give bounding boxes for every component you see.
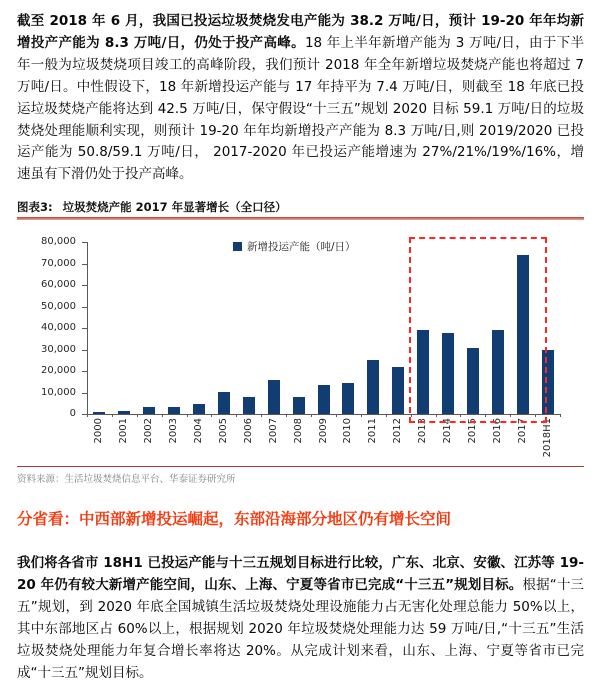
x-axis-label: 2001 — [118, 418, 130, 444]
x-axis-tick — [560, 414, 561, 417]
x-axis-label: 2004 — [193, 418, 205, 444]
y-axis-label: 80,000 — [41, 236, 76, 247]
x-axis-tick — [211, 414, 212, 417]
x-axis-tick — [386, 414, 387, 417]
bar — [342, 383, 354, 414]
figure-header — [17, 199, 584, 215]
y-axis-tick — [82, 264, 88, 265]
y-axis-label: 60,000 — [41, 279, 76, 290]
x-axis-tick — [162, 414, 163, 417]
y-axis-label: 40,000 — [41, 322, 76, 333]
bar — [268, 380, 280, 414]
x-axis-label: 2012 — [392, 418, 404, 444]
figure-title: 垃圾焚烧产能 2017 年显著增长（全口径） — [62, 200, 287, 214]
figure-label: 图表3: — [17, 200, 53, 214]
y-axis-tick — [82, 285, 88, 286]
bar — [168, 407, 180, 414]
x-axis-tick — [137, 414, 138, 417]
chart-legend — [233, 239, 356, 254]
source-rule — [17, 466, 584, 467]
y-axis-tick — [82, 371, 88, 372]
legend-swatch-icon — [233, 242, 242, 251]
bar — [293, 397, 305, 414]
x-axis-label: 2018H1 — [541, 418, 553, 458]
x-axis-tick — [361, 414, 362, 417]
y-axis-tick — [82, 307, 88, 308]
x-axis-label: 2006 — [242, 418, 254, 444]
bar — [118, 411, 130, 414]
y-axis-tick — [82, 242, 88, 243]
x-axis-label: 2010 — [342, 418, 354, 444]
x-axis-label: 2008 — [292, 418, 304, 444]
paragraph-1-text: 18 年上半年新增产能为 3 万吨/日，由于下半年一般为垃圾焚烧项目竣工的高峰阶段，我们预计 2018 年全年新增垃圾焚烧产能也将超过 7 万吨/日。中性假设下，18 年新增投运产能与 17 年持平为 7.4 万吨/日，则截至 18 年底已投运垃圾焚烧产能将达到 42.5 万吨/日，保守假设“十三五”规划 2020 目标 59.1 万吨/日的垃圾焚烧处理能顺利实现，则预计 19-20 年年均新增投产产能为 8.3 万吨/日,则 2019/2020 已投运产能为 50.8/59.1 万吨/日， 2017-2020 年已投运产能增速为 27%/21%/19%/16%，增速虽有下滑仍处于投产高峰。 — [17, 34, 584, 183]
x-axis-tick — [311, 414, 312, 417]
x-axis-tick — [261, 414, 262, 417]
x-axis-label: 2003 — [168, 418, 180, 444]
bar — [318, 385, 330, 414]
x-axis-label: 2009 — [317, 418, 329, 444]
x-axis-label: 2005 — [217, 418, 229, 444]
y-axis-label: 50,000 — [41, 300, 76, 312]
x-axis-label: 2007 — [267, 418, 279, 444]
x-axis-tick — [87, 414, 88, 417]
x-axis-label: 2011 — [367, 418, 379, 444]
x-axis-label: 2016 — [491, 418, 503, 444]
bar — [93, 412, 105, 414]
x-axis-tick — [112, 414, 113, 417]
x-axis-tick — [336, 414, 337, 417]
paragraph-1-bold-lead: 截至 2018 年 6 月，我国已投运垃圾焚烧发电产能为 38.2 万吨/日，预计 19-20 年年均新增投产产能为 8.3 万吨/日，仍处于投产高峰。 — [17, 13, 584, 51]
x-axis-tick — [286, 414, 287, 417]
bar — [218, 392, 230, 414]
y-axis-label: 30,000 — [41, 343, 76, 355]
paragraph-2-bold-lead: 我们将各省市 18H1 已投运产能与十三五规划目标进行比较，广东、北京、安徽、江苏等 19-20 年仍有较大新增产能空间，山东、上海、宁夏等省市已完成“十三五”规划目标。 — [17, 555, 584, 593]
legend-label: 新增投运产能（吨/日） — [247, 241, 356, 253]
bar — [392, 367, 404, 414]
x-axis-label: 2017 — [516, 418, 528, 444]
x-axis-label: 2014 — [441, 418, 453, 444]
y-axis-label: 70,000 — [41, 257, 76, 269]
x-axis-label: 2002 — [143, 418, 155, 444]
highlight-box — [409, 237, 547, 423]
bar — [367, 360, 379, 414]
y-axis-tick — [82, 350, 88, 351]
x-axis-label: 2013 — [417, 418, 429, 444]
y-axis-tick — [82, 328, 88, 329]
figure-title-rule — [17, 217, 584, 220]
y-axis-label: 20,000 — [41, 365, 76, 376]
x-axis-tick — [236, 414, 237, 417]
bar — [193, 404, 205, 414]
x-axis-label: 2015 — [466, 418, 478, 444]
y-axis-label: 0 — [69, 408, 76, 419]
section-heading: 分省看：中西部新增投运崛起，东部沿海部分地区仍有增长空间 — [17, 510, 452, 528]
body-paragraph-1 — [17, 11, 584, 186]
body-paragraph-2 — [17, 553, 584, 682]
y-axis-label: 10,000 — [41, 386, 76, 398]
source-note: 资料来源：生活垃圾焚烧信息平台、华泰证券研究所 — [17, 474, 236, 485]
paragraph-2-text: 根据“十三五”规划，到 2020 年底全国城镇生活垃圾焚烧处理设施能力占无害化处理总能力 50%以上，其中东部地区占 60%以上，根据规划 2020 年垃圾焚烧处理能力达 59 万吨/日,“十三五”生活垃圾焚烧处理能力年复合增长率将达 20%。从完成计划来看，山东、上海、宁夏等省市已完成“十三五”规划目标。 — [17, 576, 584, 681]
bar — [243, 397, 255, 414]
x-axis-label: 2000 — [93, 418, 105, 444]
y-axis-tick — [82, 393, 88, 394]
bar-chart — [0, 232, 601, 464]
x-axis-tick — [187, 414, 188, 417]
bar — [143, 407, 155, 414]
